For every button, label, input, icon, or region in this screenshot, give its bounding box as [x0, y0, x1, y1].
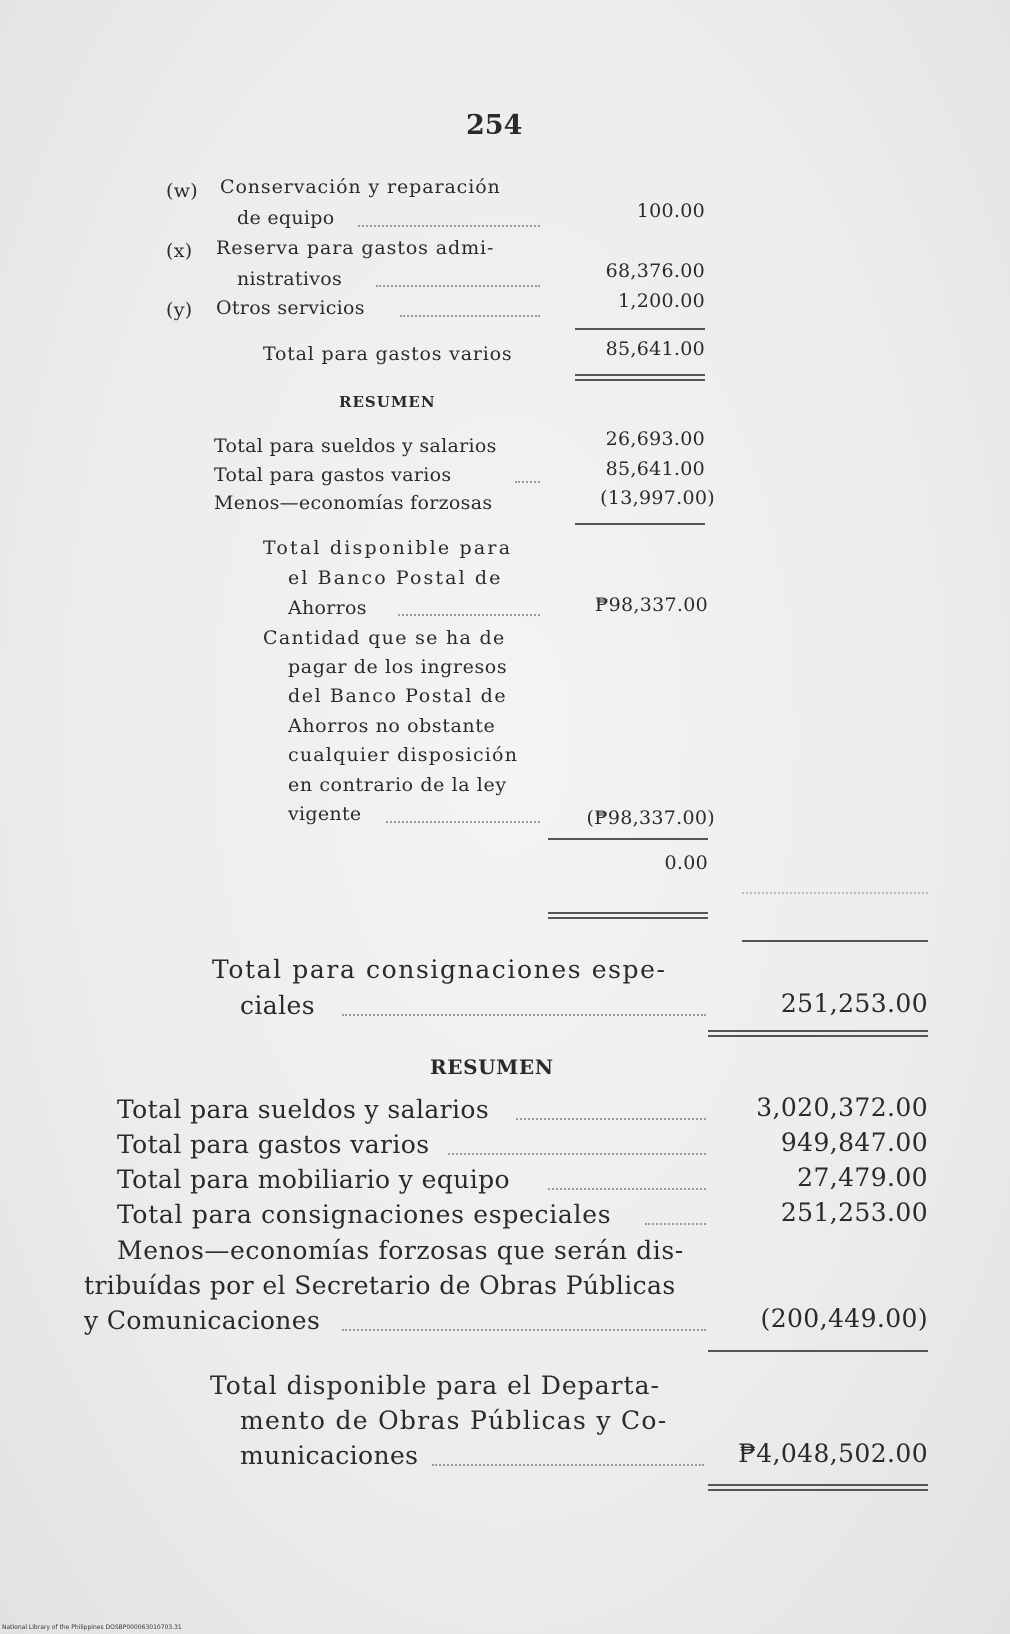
total-label: Total para gastos varios: [263, 343, 513, 365]
page-number: 254: [466, 110, 523, 141]
leader-dots: [386, 821, 540, 823]
text-line: tribuídas por el Secretario de Obras Públicas: [84, 1271, 676, 1300]
text-line: vigente: [288, 803, 362, 825]
leader-dots: [548, 1188, 706, 1190]
resumen-label: Total para gastos varios: [214, 464, 452, 486]
resumen-amount: (200,449.00): [760, 1304, 928, 1333]
double-rule: [548, 912, 708, 919]
section-heading: RESUMEN: [339, 393, 436, 411]
section-heading: RESUMEN: [430, 1055, 554, 1079]
item-text: Otros servicios: [216, 297, 365, 319]
leader-dots: [358, 225, 540, 227]
resumen-amount: (13,997.00): [600, 487, 715, 509]
text-line: cualquier disposición: [288, 744, 519, 766]
text-line: Total disponible para el Departa-: [210, 1371, 660, 1400]
text-line: Ahorros: [288, 597, 367, 619]
resumen-label: Total para mobiliario y equipo: [117, 1165, 511, 1194]
item-text: Conservación y reparación: [220, 176, 501, 198]
text-line: pagar de los ingresos: [288, 656, 508, 678]
total-amount: ₱4,048,502.00: [738, 1439, 928, 1468]
leader-dots: [645, 1223, 706, 1225]
total-amount: 85,641.00: [605, 338, 705, 360]
text-line: del Banco Postal de: [288, 685, 508, 707]
resumen-amount: 85,641.00: [605, 458, 705, 480]
item-letter: (x): [166, 240, 193, 262]
leader-dots: [432, 1464, 704, 1466]
text-line: mento de Obras Públicas y Co-: [240, 1406, 668, 1435]
leader-dots: [376, 285, 540, 287]
zero-amount: 0.00: [664, 852, 708, 874]
resumen-amount: 3,020,372.00: [756, 1093, 928, 1122]
total-amount: 251,253.00: [780, 989, 928, 1018]
resumen-label: Total para sueldos y salarios: [117, 1095, 490, 1124]
item-letter: (w): [166, 180, 198, 202]
sum-rule: [742, 940, 928, 942]
item-amount: 68,376.00: [605, 260, 705, 282]
resumen-label: Menos—economías forzosas: [214, 492, 493, 514]
resumen-amount: 26,693.00: [605, 428, 705, 450]
text-line: Ahorros no obstante: [288, 715, 496, 737]
item-letter: (y): [166, 299, 193, 321]
leader-dots: [342, 1014, 706, 1016]
text-line: municaciones: [240, 1441, 419, 1470]
text-line: Menos—economías forzosas que serán dis-: [117, 1236, 684, 1265]
double-rule: [708, 1484, 928, 1491]
item-text: nistrativos: [237, 268, 343, 290]
total-amount: ₱98,337.00: [594, 594, 708, 616]
resumen-label: Total para consignaciones especiales: [117, 1200, 612, 1229]
item-amount: 100.00: [636, 200, 705, 222]
resumen-label: Total para gastos varios: [117, 1130, 430, 1159]
resumen-label: Total para sueldos y salarios: [214, 435, 497, 457]
leader-dots: [342, 1329, 706, 1331]
resumen-amount: 27,479.00: [797, 1163, 928, 1192]
leader-dots: [515, 481, 540, 483]
text-line: Total disponible para: [263, 537, 513, 559]
total-amount: (₱98,337.00): [586, 807, 715, 829]
text-line: Total para consignaciones espe-: [212, 955, 667, 984]
leader-dots: [398, 614, 540, 616]
sum-rule: [575, 328, 705, 330]
leader-dots: [400, 315, 540, 317]
item-text: de equipo: [237, 207, 335, 229]
text-line: ciales: [240, 991, 315, 1020]
text-line: Cantidad que se ha de: [263, 627, 506, 649]
resumen-amount: 251,253.00: [780, 1198, 928, 1227]
double-rule: [708, 1030, 928, 1037]
resumen-amount: 949,847.00: [780, 1128, 928, 1157]
text-line: el Banco Postal de: [288, 567, 503, 589]
item-text: Reserva para gastos admi-: [216, 237, 495, 259]
text-line: en contrario de la ley: [288, 774, 507, 796]
item-amount: 1,200.00: [617, 290, 705, 312]
text-line: y Comunicaciones: [84, 1306, 321, 1335]
sum-rule: [708, 1350, 928, 1352]
sum-rule: [548, 838, 708, 840]
leader-dots: [516, 1118, 706, 1120]
sum-rule: [575, 523, 705, 525]
footer-text: National Library of the Philippines DOSBP000063010703.31: [2, 1624, 182, 1631]
double-rule: [575, 374, 705, 381]
leader-dots: [742, 892, 928, 894]
leader-dots: [448, 1153, 706, 1155]
